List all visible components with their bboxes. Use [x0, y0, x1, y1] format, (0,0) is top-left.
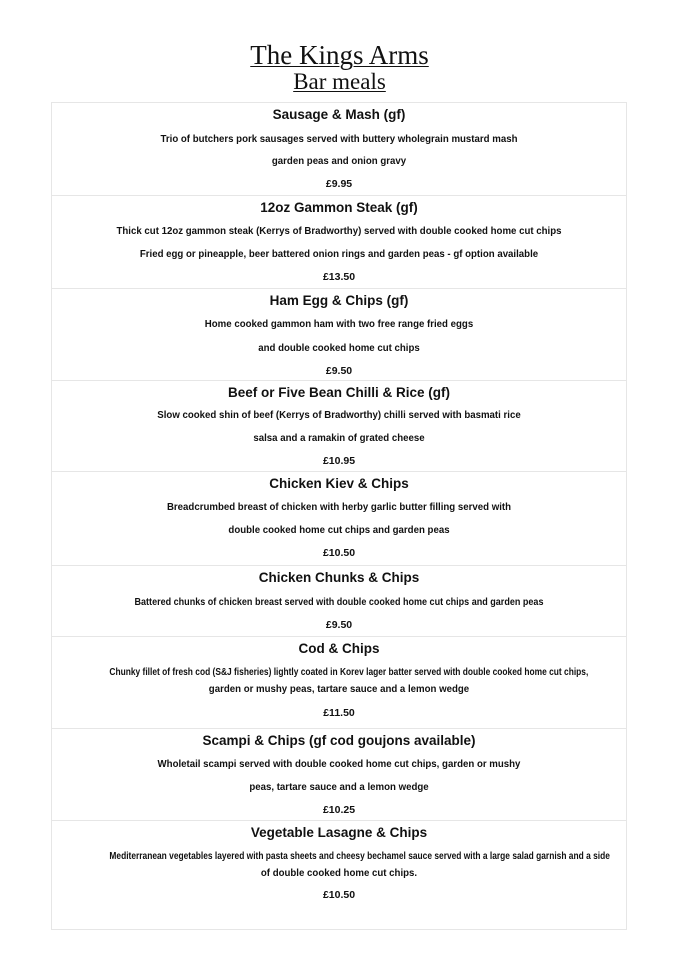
item-description: Wholetail scampi served with double cooked home cut chips, garden or mushy — [157, 758, 521, 770]
item-price: £10.50 — [322, 547, 356, 559]
menu-header — [0, 42, 679, 95]
menu-item-chicken-chunks — [52, 566, 626, 637]
menu-item-ham-egg-chips — [52, 289, 626, 381]
item-price: £10.25 — [322, 804, 356, 816]
item-description: Thick cut 12oz gammon steak (Kerrys of Bradworthy) served with double cooked home cut chips — [116, 225, 562, 237]
menu-item-chilli-rice — [52, 381, 626, 472]
item-description: salsa and a ramakin of grated cheese — [253, 432, 425, 444]
item-description: garden peas and onion gravy — [271, 155, 407, 167]
menu-subtitle: Bar meals — [293, 69, 386, 94]
menu-item-scampi-chips — [52, 729, 626, 821]
item-price: £9.50 — [325, 619, 353, 631]
item-description: and double cooked home cut chips — [258, 342, 420, 354]
item-name: Beef or Five Bean Chilli & Rice (gf) — [227, 385, 451, 400]
item-price: £10.95 — [322, 455, 356, 467]
menu-item-sausage-mash — [52, 103, 626, 196]
item-description: Fried egg or pineapple, beer battered onion rings and garden peas - gf option available — [139, 248, 539, 260]
item-name: Sausage & Mash (gf) — [272, 107, 406, 122]
item-description: Chunky fillet of fresh cod (S&J fisheries) lightly coated in Korev lager batter served with double cooked home cut chips, — [109, 666, 589, 678]
item-description: Battered chunks of chicken breast served with double cooked home cut chips and garden peas — [134, 596, 544, 608]
menu-item-gammon-steak — [52, 196, 626, 289]
item-name: Cod & Chips — [298, 641, 380, 656]
item-name: 12oz Gammon Steak (gf) — [260, 200, 418, 215]
menu-item-vegetable-lasagne — [52, 821, 626, 929]
item-price: £11.50 — [323, 707, 355, 719]
item-description: Home cooked gammon ham with two free range fried eggs — [204, 318, 474, 330]
item-description: Slow cooked shin of beef (Kerrys of Bradworthy) chilli served with basmati rice — [157, 409, 521, 421]
item-description: Breadcrumbed breast of chicken with herby garlic butter filling served with — [166, 501, 512, 513]
item-description: Trio of butchers pork sausages served with buttery wholegrain mustard mash — [160, 133, 518, 145]
item-name: Ham Egg & Chips (gf) — [269, 293, 409, 308]
item-price: £9.95 — [325, 178, 353, 190]
item-description: Mediterranean vegetables layered with pasta sheets and cheesy bechamel sauce served with a large salad garnish and a side — [109, 850, 610, 862]
restaurant-title: The Kings Arms — [250, 40, 429, 70]
item-description: garden or mushy peas, tartare sauce and a lemon wedge — [208, 683, 470, 695]
item-description: of double cooked home cut chips. — [260, 867, 418, 879]
menu-item-cod-chips — [52, 637, 626, 729]
item-name: Scampi & Chips (gf cod goujons available) — [202, 733, 476, 748]
item-description: peas, tartare sauce and a lemon wedge — [249, 781, 429, 793]
item-name: Chicken Kiev & Chips — [269, 476, 409, 491]
menu-list — [51, 102, 627, 930]
item-price: £10.50 — [322, 889, 356, 901]
item-price: £13.50 — [322, 271, 356, 283]
item-price: £9.50 — [325, 365, 353, 377]
item-name: Vegetable Lasagne & Chips — [250, 825, 428, 840]
item-name: Chicken Chunks & Chips — [258, 570, 420, 585]
item-description: double cooked home cut chips and garden peas — [228, 524, 450, 536]
menu-item-chicken-kiev — [52, 472, 626, 566]
